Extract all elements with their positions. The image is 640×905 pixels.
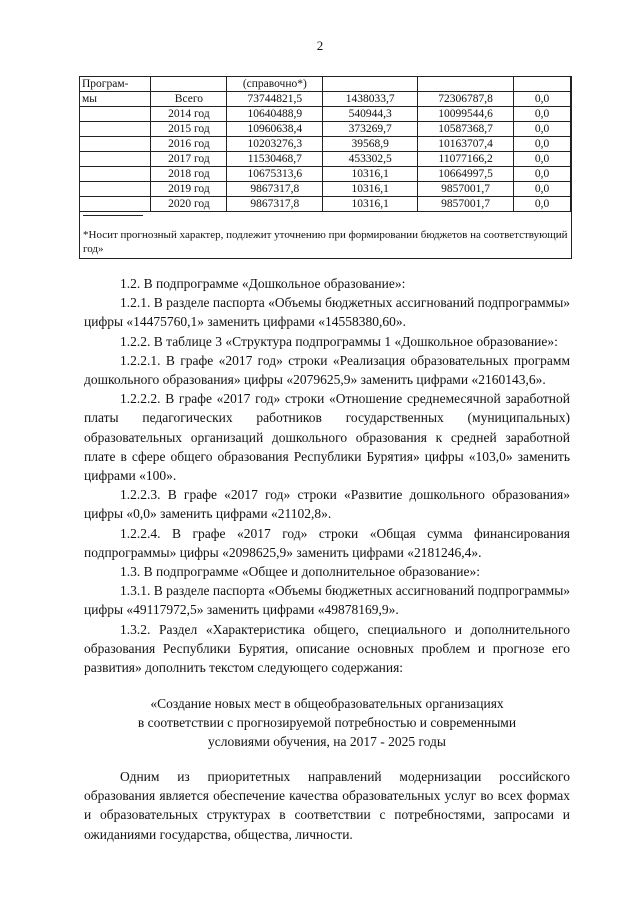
row-year: 2014 год: [151, 107, 227, 122]
heading-line: в соответствии с прогнозируемой потребностью и современными: [137, 715, 517, 730]
row-col2: 39568,9: [323, 137, 418, 152]
row-year: Всего: [151, 92, 227, 107]
row-col4: 0,0: [514, 152, 571, 167]
row-col4: 0,0: [514, 92, 571, 107]
table-row: [80, 197, 571, 212]
closing-text: [84, 767, 570, 844]
paragraph: Одним из приоритетных направлений модернизации российского образования является обеспечение качества образовательных услуг во всех формах и образовательных структурах в соответствии с потребностями, запросами и ожиданиями государства, общества, личности.: [84, 769, 570, 842]
paragraph: 1.2.2. В таблице 3 «Структура подпрограммы 1 «Дошкольное образование»:: [120, 333, 558, 349]
paragraph: 1.2.2.2. В графе «2017 год» строки «Отношение среднемесячной заработной платы педагогических работников государственных (муниципальных) образовательных организаций дошкольного образования к средней заработной плате в сфере общего образования Республики Бурятия» цифры «103,0» заменить цифрами «100».: [84, 391, 570, 484]
row-col3: 9857001,7: [418, 182, 514, 197]
row-col4: 0,0: [514, 182, 571, 197]
row-total: 10640488,9: [227, 107, 323, 122]
paragraph: 1.2.2.3. В графе «2017 год» строки «Развитие дошкольного образования» цифры «0,0» заменить цифрами «21102,8».: [84, 487, 570, 522]
row-col4: 0,0: [514, 137, 571, 152]
paragraph: 1.2.2.1. В графе «2017 год» строки «Реализация образовательных программ дошкольного образования» цифры «2079625,9» заменить цифрами «2160143,6».: [84, 352, 570, 388]
row-col3: 10163707,4: [418, 137, 514, 152]
table-header-row: [80, 77, 571, 92]
row-year: 2015 год: [151, 122, 227, 137]
row-col2: 10316,1: [323, 197, 418, 212]
row-total: 73744821,5: [227, 92, 323, 107]
row-total: 10960638,4: [227, 122, 323, 137]
row-col3: 10664997,5: [418, 167, 514, 182]
row-col2: 540944,3: [323, 107, 418, 122]
table-row: [80, 182, 571, 197]
row-col4: 0,0: [514, 197, 571, 212]
row-col2: 1438033,7: [323, 92, 418, 107]
row-col3: 10587368,7: [418, 122, 514, 137]
table-row: [80, 107, 571, 122]
note-header: (справочно*): [227, 77, 323, 92]
paragraph: 1.3.1. В разделе паспорта «Объемы бюджетных ассигнований подпрограммы» цифры «49117972,5» заменить цифрами «49878169,9».: [84, 583, 571, 618]
heading-line: условиями обучения, на 2017 - 2025 годы: [208, 734, 446, 749]
row-col4: 0,0: [514, 122, 571, 137]
row-year: 2017 год: [151, 152, 227, 167]
amendment-text: [84, 274, 570, 677]
section-heading: [84, 694, 570, 751]
row-col3: 72306787,8: [418, 92, 514, 107]
row-total: 9867317,8: [227, 197, 323, 212]
footnote-divider: [83, 215, 143, 216]
table-row: [80, 137, 571, 152]
paragraph: 1.3. В подпрограмме «Общее и дополнительное образование»:: [120, 564, 481, 580]
row-total: 9867317,8: [227, 182, 323, 197]
program-label: Програм-: [80, 77, 151, 92]
paragraph: 1.3.2. Раздел «Характеристика общего, специального и дополнительного образования Республики Бурятия, описание основных проблем и прогнозе его развития» дополнить текстом следующего содержания:: [84, 621, 570, 676]
paragraph: 1.2. В подпрограмме «Дошкольное образование»:: [120, 276, 406, 291]
row-year: 2019 год: [151, 182, 227, 197]
budget-table-container: [79, 76, 572, 259]
row-total: 11530468,7: [227, 152, 323, 167]
row-year: 2018 год: [151, 167, 227, 182]
row-year: 2020 год: [151, 197, 227, 212]
table-row: [80, 92, 571, 107]
row-col2: 453302,5: [323, 152, 418, 167]
page-number: 2: [316, 38, 324, 53]
table-footnote: *Носит прогнозный характер, подлежит уточнению при формировании бюджетов на соответствующий год»: [83, 229, 568, 255]
program-label-cont: мы: [80, 92, 151, 107]
paragraph: 1.2.1. В разделе паспорта «Объемы бюджетных ассигнований подпрограммы» цифры «14475760,1» заменить цифрами «14558380,60».: [84, 295, 571, 330]
row-col2: 10316,1: [323, 182, 418, 197]
table-row: [80, 152, 571, 167]
row-total: 10203276,3: [227, 137, 323, 152]
row-col3: 10099544,6: [418, 107, 514, 122]
row-col2: 10316,1: [323, 167, 418, 182]
row-col4: 0,0: [514, 167, 571, 182]
row-col3: 9857001,7: [418, 197, 514, 212]
table-row: [80, 167, 571, 182]
row-total: 10675313,6: [227, 167, 323, 182]
budget-table: [80, 77, 571, 212]
row-col2: 373269,7: [323, 122, 418, 137]
heading-line: «Создание новых мест в общеобразовательных организациях: [150, 696, 504, 711]
paragraph: 1.2.2.4. В графе «2017 год» строки «Общая сумма финансирования подпрограммы» цифры «2098625,9» заменить цифрами «2181246,4».: [84, 525, 570, 560]
table-row: [80, 122, 571, 137]
row-col4: 0,0: [514, 107, 571, 122]
row-year: 2016 год: [151, 137, 227, 152]
row-col3: 11077166,2: [418, 152, 514, 167]
